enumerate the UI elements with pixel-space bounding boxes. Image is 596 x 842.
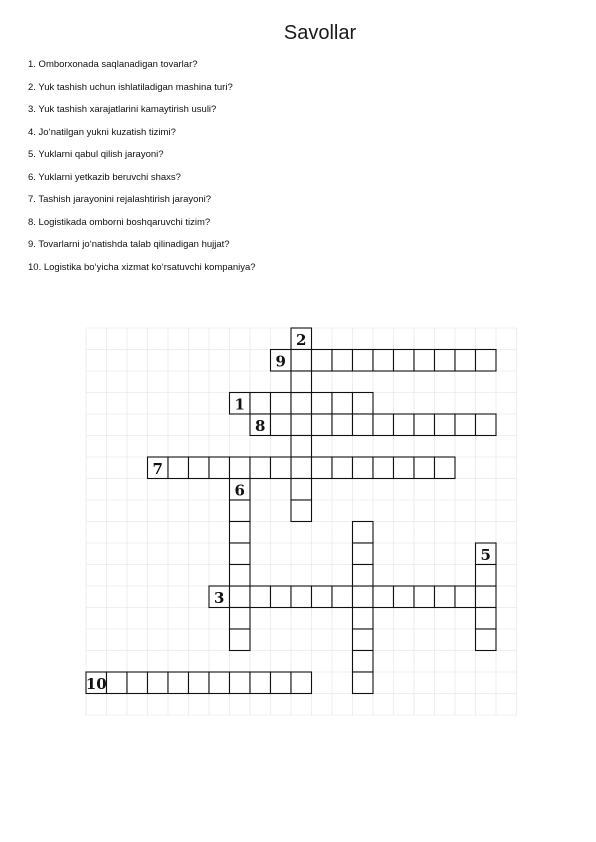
crossword-cell[interactable] [230,543,251,565]
clue-number-5: 5 [480,545,491,564]
crossword-cell[interactable] [353,586,374,608]
crossword-cell[interactable] [476,350,497,372]
crossword-cell[interactable] [373,350,394,372]
crossword-cell[interactable] [291,393,312,415]
question-7: 7. Tashish jarayonini rejalashtirish jarayoni? [28,194,212,205]
crossword-cell[interactable] [271,457,292,479]
crossword-cell[interactable] [435,414,456,436]
crossword-cell[interactable] [291,586,312,608]
crossword-cell[interactable] [107,672,128,694]
crossword-cell[interactable] [291,500,312,522]
question-10: 10. Logistika bo‘yicha xizmat ko‘rsatuvchi kompaniya? [28,261,256,273]
clue-number-6: 6 [234,481,245,500]
crossword-cell[interactable] [373,414,394,436]
crossword-cell[interactable] [332,350,353,372]
clue-number-9: 9 [275,352,286,371]
question-2: 2. Yuk tashish uchun ishlatiladigan mashina turi? [28,81,233,93]
crossword-cell[interactable] [148,672,169,694]
crossword-cell[interactable] [291,457,312,479]
crossword-cell[interactable] [353,414,374,436]
crossword-cell[interactable] [230,608,251,630]
crossword-cell[interactable] [353,608,374,630]
crossword-cell[interactable] [455,350,476,372]
crossword-cell[interactable] [189,672,210,694]
clue-number-2: 2 [296,330,307,349]
crossword-cell[interactable] [230,522,251,544]
crossword-cell[interactable] [250,393,271,415]
crossword-cell[interactable] [332,457,353,479]
crossword-cell[interactable] [312,414,333,436]
crossword-cell[interactable] [476,586,497,608]
crossword-cell[interactable] [271,393,292,415]
crossword-cell[interactable] [332,586,353,608]
clue-number-10: 10 [85,674,107,693]
crossword-cell[interactable] [312,393,333,415]
question-5: 5. Yuklarni qabul qilish jarayoni? [28,149,164,160]
crossword-cell[interactable] [230,629,251,651]
crossword-cell[interactable] [394,586,415,608]
crossword-cell[interactable] [271,586,292,608]
question-3: 3. Yuk tashish xarajatlarini kamaytirish usuli? [28,104,217,115]
crossword-cell[interactable] [455,586,476,608]
question-9: 9. Tovarlarni jo‘natishda talab qilinadigan hujjat? [28,239,230,250]
crossword-cell[interactable] [394,414,415,436]
crossword-cell[interactable] [230,672,251,694]
crossword-cell[interactable] [414,586,435,608]
crossword-cell[interactable] [435,586,456,608]
crossword-cell[interactable] [230,500,251,522]
question-6: 6. Yuklarni yetkazib beruvchi shaxs? [28,171,181,183]
crossword-cell[interactable] [394,457,415,479]
crossword-cell[interactable] [291,371,312,393]
crossword-cell[interactable] [353,543,374,565]
crossword-cell[interactable] [435,457,456,479]
crossword-cell[interactable] [353,565,374,587]
crossword-cell[interactable] [353,651,374,673]
crossword-cell[interactable] [353,393,374,415]
question-1: 1. Omborxonada saqlanadigan tovarlar? [28,59,198,70]
crossword-cell[interactable] [189,457,210,479]
crossword-cell[interactable] [250,457,271,479]
crossword-cell[interactable] [332,393,353,415]
crossword-cell[interactable] [168,672,189,694]
crossword-cell[interactable] [230,565,251,587]
crossword-cell[interactable] [373,586,394,608]
question-8: 8. Logistikada omborni boshqaruvchi tizim? [28,216,211,228]
crossword-cell[interactable] [271,414,292,436]
crossword-cell[interactable] [230,586,251,608]
crossword-cell[interactable] [353,350,374,372]
crossword-cell[interactable] [476,414,497,436]
crossword-cell[interactable] [230,457,251,479]
crossword-cell[interactable] [127,672,148,694]
crossword-cell[interactable] [353,629,374,651]
clue-number-7: 7 [152,459,163,478]
crossword-cell[interactable] [291,479,312,501]
crossword-cell[interactable] [332,414,353,436]
crossword-cell[interactable] [312,586,333,608]
crossword-cell[interactable] [353,522,374,544]
crossword-cell[interactable] [353,672,374,694]
page-title: Savollar [283,22,357,44]
crossword-cell[interactable] [414,414,435,436]
crossword-cell[interactable] [455,414,476,436]
crossword-cell[interactable] [209,672,230,694]
crossword-cell[interactable] [250,586,271,608]
crossword-cell[interactable] [394,350,415,372]
crossword-cell[interactable] [250,672,271,694]
crossword-cell[interactable] [271,672,292,694]
crossword-cell[interactable] [312,457,333,479]
crossword-cell[interactable] [312,350,333,372]
question-4: 4. Jo‘natilgan yukni kuzatish tizimi? [28,126,176,138]
crossword-cell[interactable] [476,565,497,587]
crossword-cell[interactable] [373,457,394,479]
crossword-cell[interactable] [414,350,435,372]
crossword-cell[interactable] [291,672,312,694]
crossword-cell[interactable] [476,608,497,630]
crossword-cell[interactable] [353,457,374,479]
clue-number-3: 3 [214,588,225,607]
crossword-cell[interactable] [476,629,497,651]
crossword-cell[interactable] [414,457,435,479]
crossword-cell[interactable] [209,457,230,479]
crossword-cell[interactable] [168,457,189,479]
clue-number-8: 8 [255,416,266,435]
crossword-cell[interactable] [291,350,312,372]
crossword-cell[interactable] [291,414,312,436]
crossword-cell[interactable] [435,350,456,372]
clue-number-1: 1 [234,395,245,414]
crossword-cell[interactable] [291,436,312,458]
